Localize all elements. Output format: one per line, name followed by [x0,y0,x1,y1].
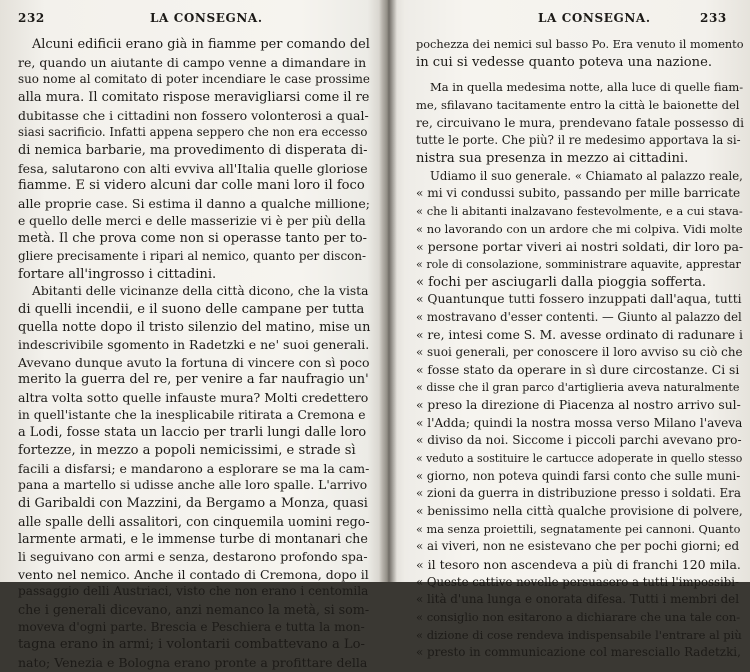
text-line: « fochi per asciugarli dalla pioggia sofferta. [416,274,707,290]
text-line: a Lodi, fosse stata un laccio per trarli lungi dalle loro [18,425,367,441]
text-line: me, sfilavano tacitamente entro la città le baionette del [416,97,740,112]
text-line: « mi vi condussi subito, passando per mille barricate [416,186,741,201]
book-gutter [379,0,397,582]
left-page-text [18,36,370,672]
right-page-number: 233 [700,11,727,25]
text-line: « giorno, non poteva quindi farsi conto che sulle muni- [416,468,741,483]
text-line: vento nel nemico. Anche il contado di Cremona, dopo il [18,566,369,582]
text-line: merito la guerra del re, per venire a far naufragio un' [18,372,369,388]
text-line: « no lavorando con un ardore che mi colpiva. Vidi molte [416,221,743,236]
right-running-title: LA CONSEGNA. [538,11,651,25]
text-line: « role di consolazione, somministrare aquavite, apprestar [416,257,741,271]
text-line: indescrivibile sgomento in Radetzki e ne' suoi generali. [18,337,370,353]
text-line: « re, intesi come S. M. avesse ordinato di radunare i [416,327,743,342]
text-line: « ai viveri, non ne esistevano che per pochi giorni; ed [416,539,740,554]
text-line: fortezze, in mezzo a popoli nemicissimi, e strade sì [18,443,356,459]
text-line: Avevano dunque avuto la fortuna di vincere con sì poco [18,354,370,370]
text-line: alle proprie case. Si estima il danno a qualche millione; [18,195,370,211]
text-line: pana a martello si udisse anche alle loro spalle. L'arrivo [18,478,368,493]
text-line: « Queste cattive novelle persuasero a tutti l'impossibi- [416,574,739,589]
text-line: fesa, salutarono con alti evviva all'Italia quelle gloriose [18,160,368,176]
text-line: che i generali dicevano, anzi nemanco la metà, si som- [18,602,370,617]
text-line: « Quantunque tutti fossero inzuppati dall'aqua, tutti [416,292,742,307]
text-line: « suoi generali, per conoscere il loro avviso su ciò che [416,345,743,360]
text-line: « ma senza proiettili, segnatamente pei cannoni. Quanto [416,522,741,536]
right-page-text [416,36,744,662]
text-line: re, circuivano le mura, prendevano fatale possesso di [416,115,744,130]
text-line: « l'Adda; quindi la nostra mossa verso Milano l'aveva [416,415,743,430]
text-line: alle spalle delli assalitori, con cinquemila uomini rego- [18,513,370,529]
text-line: larmente armati, e le immense turbe di montanari che [18,531,368,547]
text-line: « che li abitanti inalzavano festevolmente, e a cui stava- [416,203,743,218]
right-page [396,0,750,660]
text-line: suo nome al comitato di poter incendiare le case prossime [18,72,370,87]
text-line: Abitanti delle vicinanze della città dicono, che la vista [32,284,369,299]
text-line: Alcuni edificii erano già in fiamme per comando del [32,37,370,52]
text-line: Udiamo il suo generale. « Chiamato al palazzo reale, [430,168,743,183]
text-line: fiamme. E si videro alcuni dar colle mani loro il foco [18,178,365,194]
text-line: moveva d'ogni parte. Brescia e Peschiera e tutta la mon- [18,619,365,634]
text-line: « lità d'una lunga e onorata difesa. Tutti i membri del [416,592,740,607]
text-line: re, quando un aiutante di campo venne a dimandare in [18,54,367,70]
text-line: nistra sua presenza in mezzo ai cittadini. [416,150,689,166]
text-line: in cui si vedesse quanto poteva una nazione. [416,54,712,70]
text-line: « benissimo nella città qualche provisione di polvere, [416,504,743,519]
text-line: « fosse stato da operare in sì dure circostanze. Ci si [416,362,740,377]
text-line: passaggio delli Austriaci, visto che non erano i centomila [18,584,369,599]
text-line: nato; Venezia e Bologna erano pronte a profittare della [18,654,368,670]
text-line: alla mura. Il comitato rispose meravigliarsi come il re [18,89,370,105]
text-line: altra volta sotto quelle infauste mura? Molti credettero [18,390,369,406]
text-line: di nemica barbarie, ma provedimento di disperata di- [18,142,368,158]
text-line: e quello delle merci e delle masserizie vi è per più della [18,213,366,228]
text-line: « consiglio non esitarono a dichiarare che una tale con- [416,610,741,624]
text-line: « diviso da noi. Siccome i piccoli parchi avevano pro- [416,433,742,448]
text-line: « il tesoro non ascendeva a più di franchi 120 mila. [416,557,741,573]
text-line: li seguivano con armi e senza, destarono profondo spa- [18,549,368,565]
left-page-number: 232 [18,11,45,25]
text-line: metà. Il che prova come non si operasse tanto per to- [18,231,368,247]
text-line: « veduto a sostituire le cartucce adoperate in quello stesso [416,452,743,466]
text-line: « presto in communicazione col maresciallo Radetzki, [416,645,741,660]
left-running-title: LA CONSEGNA. [150,11,263,25]
text-line: fortare all'ingrosso i cittadini. [18,266,217,282]
text-line: « mostravano d'esser contenti. — Giunto al palazzo del [416,309,742,324]
text-line: tagna erano in armi; i volontarii combattevano a Lo- [18,637,365,653]
text-line: facili a disfarsi; e mandarono a esplorare se ma la cam- [18,460,370,476]
text-line: di Garibaldi con Mazzini, da Bergamo a Monza, quasi [18,496,368,512]
text-line: « disse che il gran parco d'artiglieria aveva naturalmente [416,381,740,395]
text-line: « zioni da guerra in distribuzione presso i soldati. Era [416,486,741,501]
text-line: gliere precisamente i ripari al nemico, quanto per discon- [18,248,367,263]
text-line: dubitasse che i cittadini non fossero volonterosi a qual- [18,107,369,123]
text-line: in quell'istante che la inesplicabile ritirata a Cremona e [18,407,366,422]
text-line: quella notte dopo il tristo silenzio del matino, mise un [18,319,371,335]
text-line: siasi sacrificio. Infatti appena seppero che non era eccesso [18,125,368,140]
text-line: « preso la direzione di Piacenza al nostro arrivo sul- [416,398,741,413]
text-line: « dizione di cose rendeva indispensabile l'entrare al più [416,627,742,642]
text-line: pochezza dei nemici sul basso Po. Era venuto il momento [416,38,744,51]
text-line: « persone portar viveri ai nostri soldati, dir loro pa- [416,239,744,255]
text-line: Ma in quella medesima notte, alla luce di quelle fiam- [430,80,744,95]
text-line: di quelli incendii, e il suono delle campane per tutta [18,301,365,317]
text-line: tutte le porte. Che più? il re medesimo apportava la si- [416,133,741,148]
